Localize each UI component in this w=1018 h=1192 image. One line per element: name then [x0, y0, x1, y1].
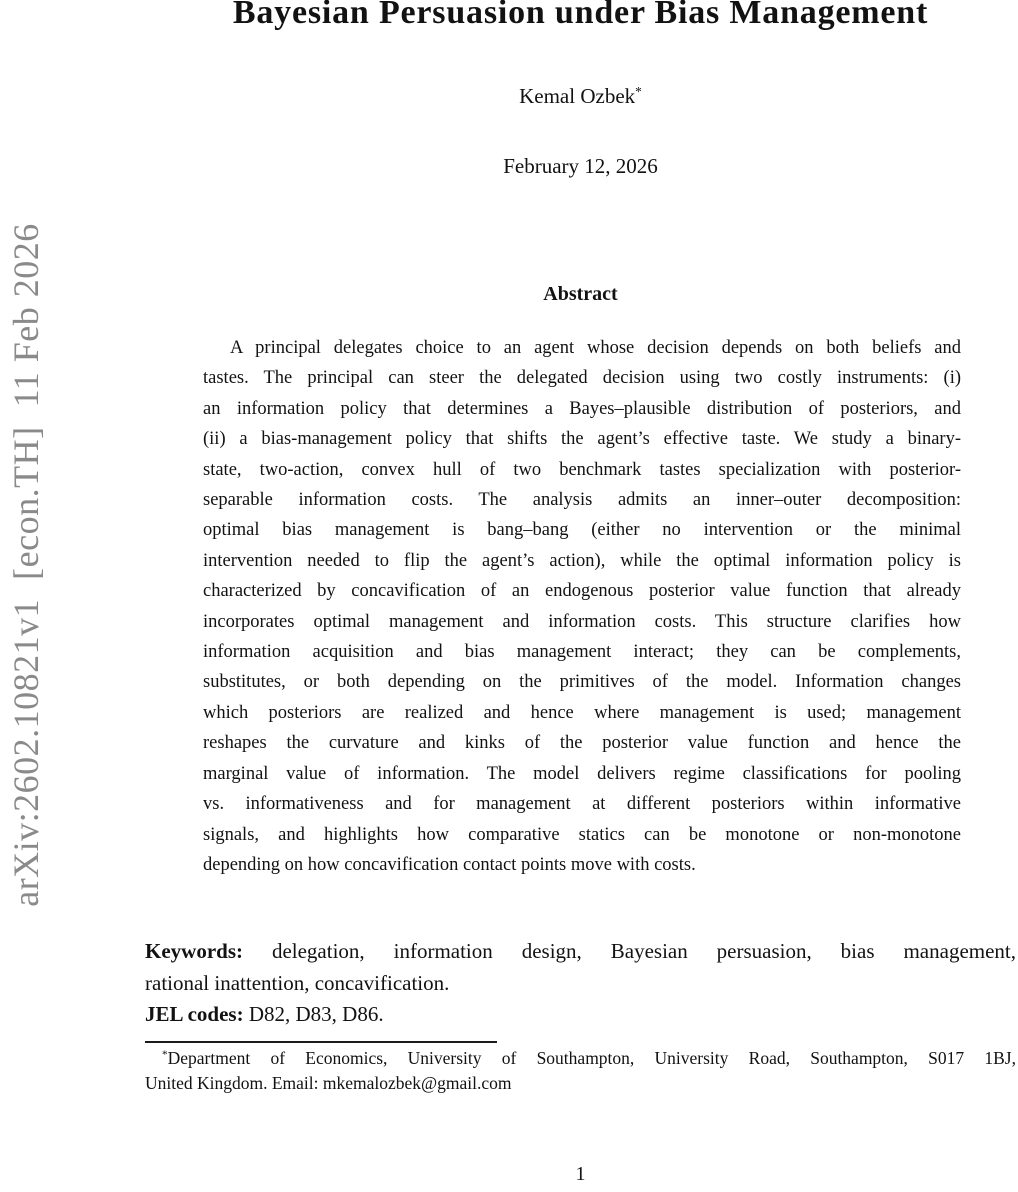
arxiv-watermark: arXiv:2602.10821v1 [econ.TH] 11 Feb 2026 [6, 223, 46, 907]
abstract-body [203, 333, 961, 880]
abstract-line: marginal value of information. The model delivers regime classifications for pooling [203, 763, 961, 784]
abstract-line: depending on how concavification contact points move with costs. [203, 854, 696, 875]
abstract-line: separable information costs. The analysis admits an inner–outer decomposition: [203, 490, 961, 511]
paper-date: February 12, 2026 [503, 154, 658, 178]
abstract-line: intervention needed to flip the agent’s action), while the optimal information policy is [203, 550, 961, 571]
abstract-line: A principal delegates choice to an agent whose decision depends on both beliefs and [230, 338, 961, 358]
keywords-line [145, 936, 1016, 968]
abstract-line: an information policy that determines a Bayes–plausible distribution of posteriors, and [203, 398, 961, 419]
author-footnote-marker: * [635, 83, 642, 99]
abstract-line: signals, and highlights how comparative statics can be monotone or non-monotone [203, 824, 961, 845]
jel-values: D82, D83, D86. [248, 1002, 384, 1026]
keywords-block [145, 936, 1016, 1031]
jel-label: JEL codes: [145, 1002, 244, 1026]
footnote-line [145, 1048, 1016, 1073]
paper-title: Bayesian Persuasion under Bias Management [232, 0, 929, 31]
footnote-block [145, 1048, 1016, 1094]
abstract-line: vs. informativeness and for management at different posteriors within informative [203, 794, 961, 815]
page-number: 1 [575, 1163, 586, 1185]
abstract-line: (ii) a bias-management policy that shifts the agent’s effective taste. We study a binary- [203, 429, 961, 450]
keywords-text: delegation, information design, Bayesian persuasion, bias management, [271, 939, 1017, 963]
keywords-label: Keywords: [145, 939, 243, 963]
abstract-line: characterized by concavification of an endogenous posterior value function that already [203, 581, 961, 602]
abstract-line: tastes. The principal can steer the delegated decision using two costly instruments: (i) [203, 368, 961, 389]
abstract-line: which posteriors are realized and hence where management is used; management [203, 702, 961, 723]
footnote-marker: * [162, 1048, 168, 1061]
abstract-line: reshapes the curvature and kinks of the posterior value function and hence the [203, 733, 961, 754]
footnote-text: Department of Economics, University of Southampton, University Road, Southampton, S017 1BJ, [167, 1048, 1016, 1068]
abstract-heading: Abstract [543, 283, 618, 305]
footnote-separator [145, 1041, 497, 1043]
abstract-line: incorporates optimal management and information costs. This structure clarifies how [203, 611, 961, 632]
abstract-line: information acquisition and bias management interact; they can be complements, [203, 642, 961, 663]
author-line [145, 84, 1016, 109]
keywords-text-continued: rational inattention, concavification. [145, 970, 450, 995]
footnote-text-continued: United Kingdom. Email: mkemalozbek@gmail.com [145, 1072, 512, 1093]
abstract-line: state, two-action, convex hull of two benchmark tastes specialization with posterior- [203, 459, 961, 480]
jel-line [145, 999, 1016, 1031]
author-name: Kemal Ozbek [519, 84, 636, 108]
abstract-line: optimal bias management is bang–bang (either no intervention or the minimal [203, 520, 961, 541]
abstract-line: substitutes, or both depending on the primitives of the model. Information changes [203, 672, 961, 693]
